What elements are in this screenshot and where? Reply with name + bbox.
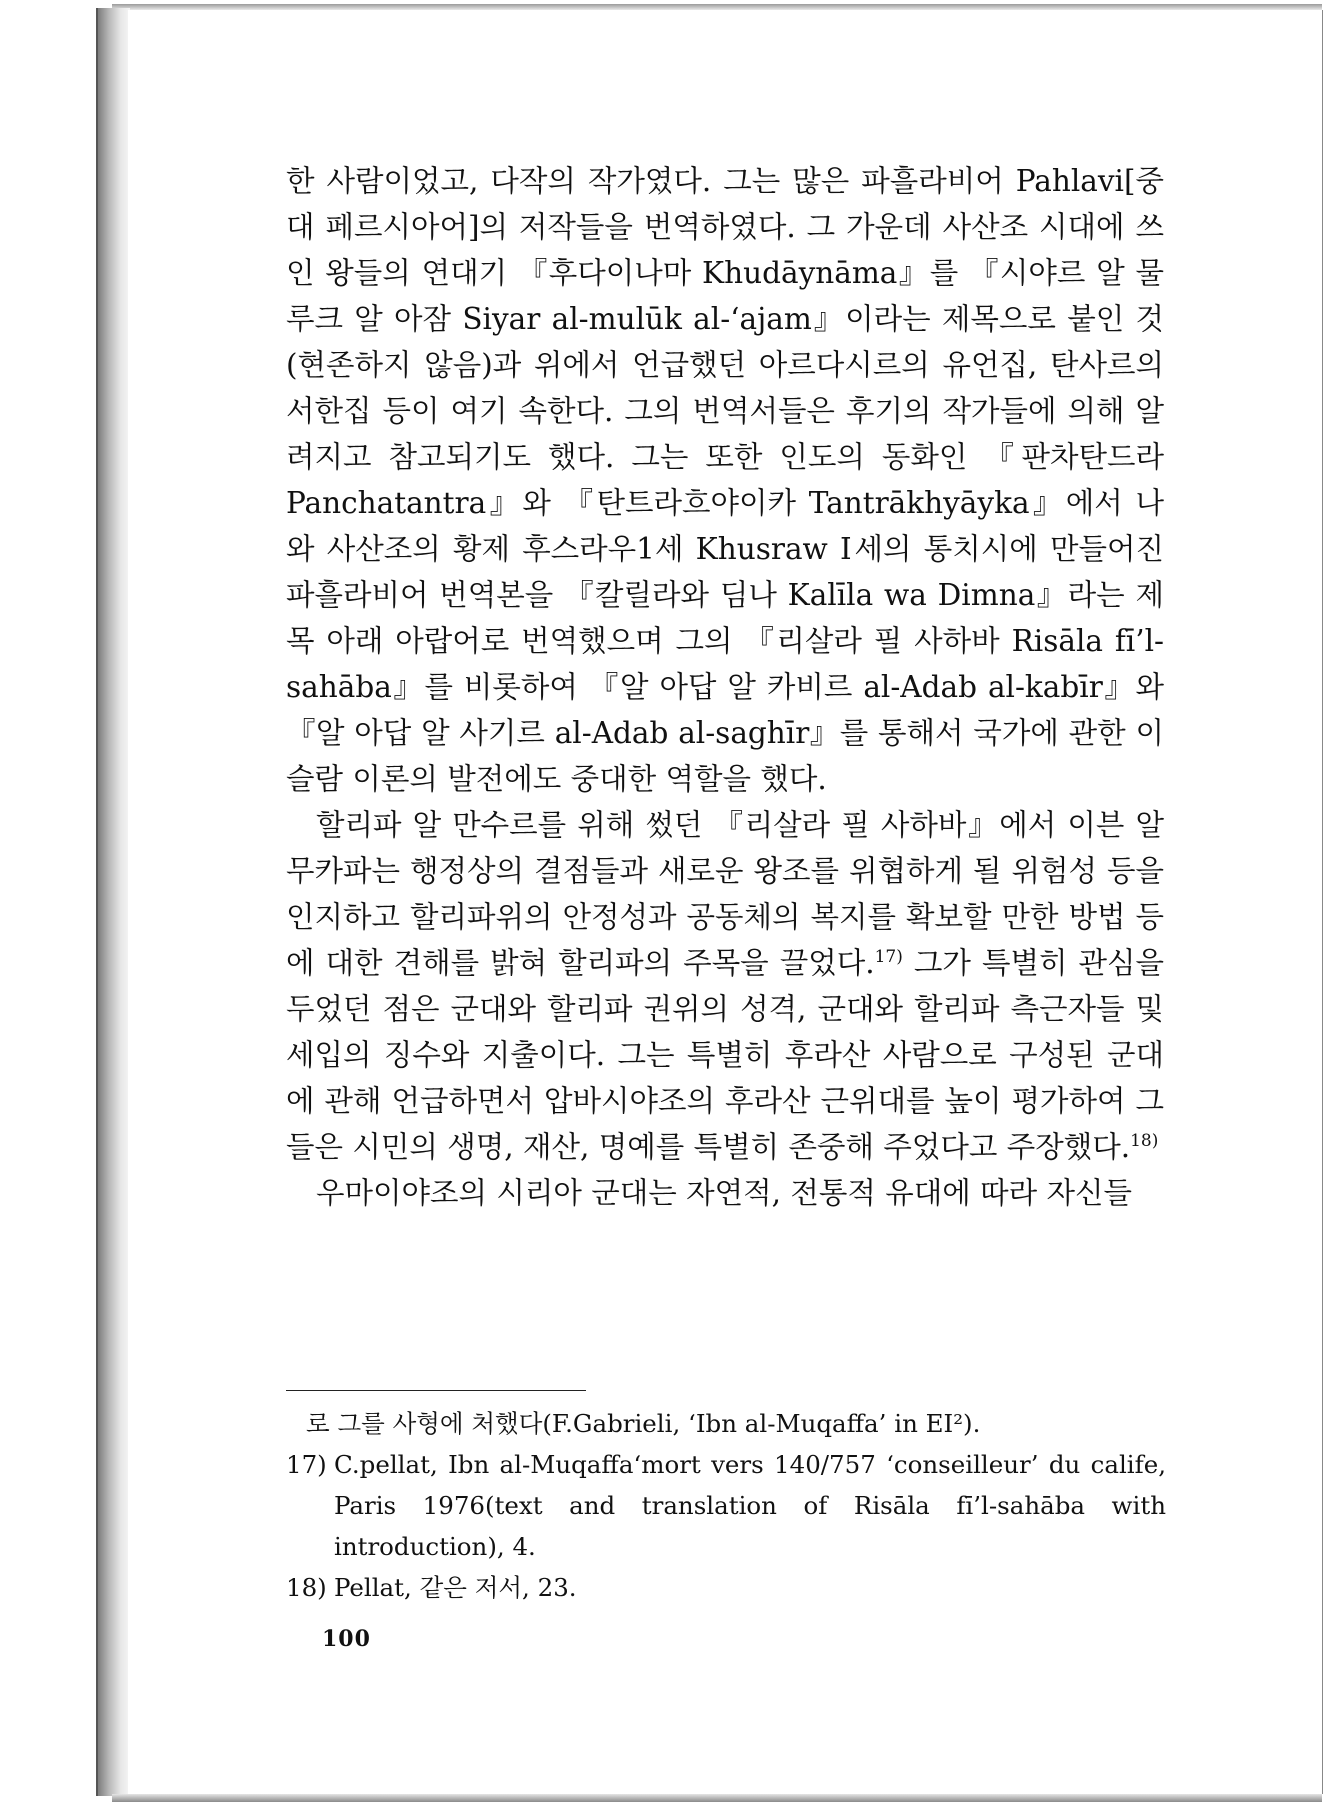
footnote-continuation: 로 그를 사형에 처했다(F.Gabrieli, ‘Ibn al-Muqaffa’ in EI²). (306, 1409, 981, 1438)
footnotes (286, 1390, 1166, 1608)
footnote-number: 18) (286, 1573, 327, 1602)
paragraph-2-cont: 그가 특별히 관심을 두었던 점은 군대와 할리파 권위의 성격, 군대와 할리파 측근자들 및 세입의 징수와 지출이다. 그는 특별히 후라산 사람으로 구성된 군대에 관해 언급하면서 압바시야조의 후라산 근위대를 높이 평가하여 그들은 시민의 생명, 재산, 명예를 특별히 존중해 주었다고 주장했다. (286, 946, 1164, 1164)
footnote-18 (286, 1567, 1166, 1608)
page-stack-bottom (112, 1794, 1322, 1802)
book-spine-edge (96, 8, 130, 1796)
footnote-17 (286, 1444, 1166, 1567)
footnote-ref-17: 17) (874, 947, 903, 968)
footnote-rule (286, 1390, 586, 1391)
body-text (286, 158, 1164, 1216)
paragraph-2-text: 할리파 알 만수르를 위해 썼던 『리살라 필 사하바』에서 이븐 알 무카파는 행정상의 결점들과 새로운 왕조를 위협하게 될 위험성 등을 인지하고 할리파위의 안정성과 공동체의 복지를 확보할 만한 방법 등에 대한 견해를 밝혀 할리파의 주목을 끌었다. (286, 808, 1164, 980)
paragraph-3: 우마이야조의 시리아 군대는 자연적, 전통적 유대에 따라 자신들 (316, 1176, 1132, 1210)
paragraph-1: 한 사람이었고, 다작의 작가였다. 그는 많은 파흘라비어 Pahlavi[중대 페르시아어]의 저작들을 번역하였다. 그 가운데 사산조 시대에 쓰인 왕들의 연대기 『후다이나마 Khudāynāma』를 『시야르 알 물루크 알 아잠 Siyar al-mulūk al-‘ajam』이라는 제목으로 붙인 것(현존하지 않음)과 위에서 언급했던 아르다시르의 유언집, 탄사르의 서한집 등이 여기 속한다. 그의 번역서들은 후기의 작가들에 의해 알려지고 참고되기도 했다. 그는 또한 인도의 동화인 『판차탄드라 Panchatantra』와 『탄트라흐야이카 Tantrākhyāyka』에서 나와 사산조의 황제 후스라우1세 Khusraw Ⅰ세의 통치시에 만들어진 파흘라비어 번역본을 『칼릴라와 딤나 Kalīla wa Dimna』라는 제목 아래 아랍어로 번역했으며 그의 『리살라 필 사하바 Risāla fī’l-sahāba』를 비롯하여 『알 아답 알 카비르 al-Adab al-kabīr』와 『알 아답 알 사기르 al-Adab al-saghīr』를 통해서 국가에 관한 이슬람 이론의 발전에도 중대한 역할을 했다. (286, 164, 1164, 796)
footnote-number: 17) (286, 1450, 327, 1479)
page-number: 100 (322, 1626, 371, 1652)
footnote-ref-18: 18) (1130, 1131, 1159, 1152)
footnote-text: C.pellat, Ibn al-Muqaffa‘mort vers 140/757 ‘conseilleur’ du calife, Paris 1976(text and translation of Risāla fī’l-sahāba with introduction), 4. (334, 1450, 1166, 1561)
paragraph-2 (286, 802, 1164, 1170)
footnote-text: Pellat, 같은 저서, 23. (334, 1573, 577, 1602)
